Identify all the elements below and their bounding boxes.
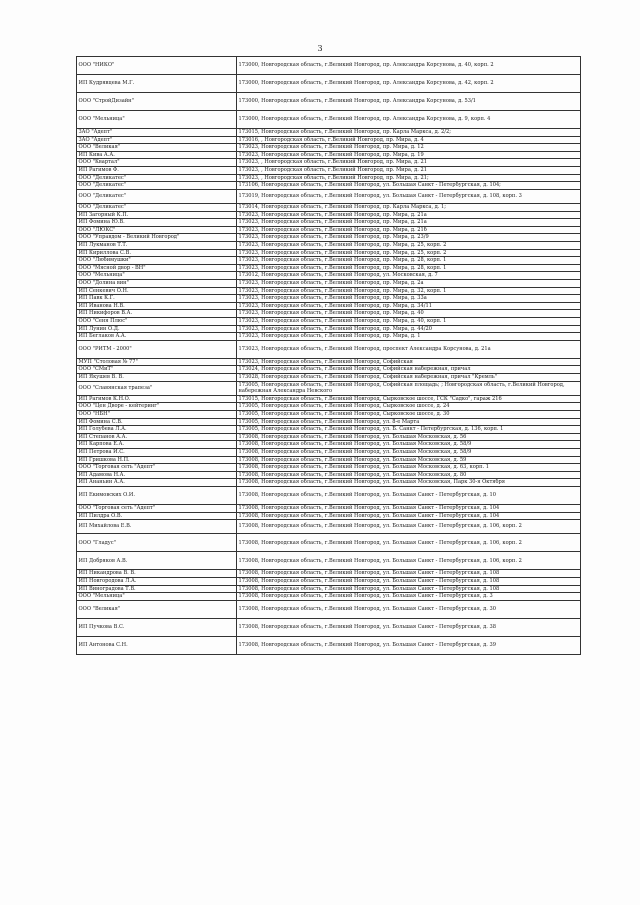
address-cell: 173023, Новгородская область, г.Великий Новгород, пр. Мира, д. 34/11: [237, 302, 581, 310]
table-row: [77, 174, 581, 182]
organization-name-cell: ООО "СМиТ": [77, 366, 237, 374]
address-cell: 173005, Новгородская область, г.Великий Новгород, Софийская площадь; ; Новгородская область, г.Великий Новгород, набережная Александра Невского: [237, 381, 581, 395]
organization-name-cell: ИП Гришкова Н.П.: [77, 456, 237, 464]
address-cell: 173008, Новгородская область, г.Великий Новгород, ул. Большая Московская, д. 58/9: [237, 441, 581, 449]
table-row: [77, 204, 581, 212]
organization-name-cell: ООО "Сеня Плюс": [77, 317, 237, 325]
table-row: [77, 381, 581, 395]
address-cell: 173023, Новгородская область, г.Великий Новгород, пр. Мира, д. 25, корп. 2: [237, 249, 581, 257]
organization-name-cell: ООО "Деликатес": [77, 174, 237, 182]
address-cell: 173023, Новгородская область, г.Великий Новгород, проспект Александра Корсунова, д. 21а: [237, 340, 581, 358]
address-cell: 173023, Новгородская область, г.Великий Новгород, пр. Мира, д. 33а: [237, 295, 581, 303]
organization-name-cell: ООО "Торговая сеть "Адепт": [77, 504, 237, 512]
table-row: [77, 479, 581, 487]
table-row: [77, 504, 581, 512]
address-cell: 173008, Новгородская область, г.Великий Новгород, ул. Большая Московская, д. 58/9: [237, 448, 581, 456]
address-cell: 173014, Новгородская область, г.Великий Новгород, пр. Карла Маркса, д. 1;: [237, 204, 581, 212]
address-cell: 173015, Новгородская область, г.Великий Новгород, Сырковское шоссе, ГСК "Садко", гараж 216: [237, 395, 581, 403]
organization-name-cell: ООО "НБН": [77, 411, 237, 419]
table-row: [77, 302, 581, 310]
organization-name-cell: МУП "Столовая № 77": [77, 358, 237, 366]
address-cell: 173008, Новгородская область, г.Великий Новгород, ул. Большая Санкт - Петербургская, д. 108: [237, 578, 581, 586]
organization-name-cell: ИП Добряков А.В.: [77, 552, 237, 570]
organization-name-cell: ИП Кириллова С.В.: [77, 249, 237, 257]
table-row: [77, 441, 581, 449]
organization-name-cell: ООО "Деликатес": [77, 204, 237, 212]
organization-name-cell: ООО "Деликатес": [77, 189, 237, 203]
address-cell: 173023, Новгородская область, г.Великий Новгород, пр. Мира, д. 44/20: [237, 325, 581, 333]
address-cell: 173023, Новгородская область, г.Великий Новгород, пр. Мира, д. 28, корп. 1: [237, 257, 581, 265]
table-row: [77, 310, 581, 318]
table-row: [77, 512, 581, 520]
table-row: [77, 600, 581, 618]
address-cell: 173005, Новгородская область, г.Великий Новгород, Сырковское шоссе, д. 24: [237, 403, 581, 411]
table-row: [77, 618, 581, 636]
address-cell: 173023, Новгородская область, г.Великий Новгород, пр. Мира, д. 12: [237, 144, 581, 152]
registry-table-body: [77, 57, 581, 655]
address-cell: 173000, Новгородская область, г.Великий Новгород, пр. Александра Корсунова, д. 40, корп. 2: [237, 57, 581, 75]
address-cell: 173023, Новгородская область, г.Великий Новгород, пр. Мира, д. 21б: [237, 226, 581, 234]
organization-name-cell: ИП Кива А.А.: [77, 151, 237, 159]
table-row: [77, 317, 581, 325]
organization-name-cell: ИП Михайлова Е.В.: [77, 520, 237, 534]
organization-name-cell: ИП Пилдра О.В.: [77, 512, 237, 520]
organization-name-cell: ИП Якушев В. В.: [77, 373, 237, 381]
table-row: [77, 456, 581, 464]
organization-name-cell: ООО "Деликатес": [77, 182, 237, 190]
table-row: [77, 129, 581, 137]
organization-name-cell: ИП Сенкевич О.Н.: [77, 287, 237, 295]
table-row: [77, 159, 581, 167]
organization-name-cell: ИП Никандрова В. В.: [77, 570, 237, 578]
address-cell: 173008, Новгородская область, г.Великий Новгород, ул. Большая Санкт - Петербургская, д. 106, корп. 2: [237, 534, 581, 552]
organization-name-cell: ИП Виноградова Т.В.: [77, 585, 237, 593]
table-row: [77, 433, 581, 441]
page-number: 3: [317, 44, 323, 53]
table-row: [77, 373, 581, 381]
address-cell: 173023, Новгородская область, г.Великий Новгород, Софийская: [237, 358, 581, 366]
table-row: [77, 257, 581, 265]
table-row: [77, 57, 581, 75]
address-cell: 173008, Новгородская область, г.Великий Новгород, ул. Большая Санкт - Петербургская, д. 38: [237, 618, 581, 636]
organization-name-cell: ИП Адамова Н.А.: [77, 471, 237, 479]
address-cell: 173016, , Новгородская область, г.Великий Новгород, пр. Мира, д. 4: [237, 136, 581, 144]
address-cell: 173023, Новгородская область, г.Великий Новгород, пр. Мира, д. 1: [237, 333, 581, 341]
table-row: [77, 471, 581, 479]
address-cell: 173019, Новгородская область, г.Великий Новгород, ул. Большая Санкт - Петербургская, д. 108, корп. 3: [237, 189, 581, 203]
table-row: [77, 593, 581, 601]
table-row: [77, 534, 581, 552]
organization-name-cell: ИП Новгородова Л.А.: [77, 578, 237, 586]
address-cell: 173023, Новгородская область, г.Великий Новгород, пр. Мира, д. 28, корп. 1: [237, 264, 581, 272]
address-cell: 173008, Новгородская область, г.Великий Новгород, ул. Большая Санкт - Петербургская, д. 106, корп. 2: [237, 520, 581, 534]
address-cell: 173005, Новгородская область, г.Великий Новгород, ул. 8-е Марта: [237, 418, 581, 426]
table-row: [77, 418, 581, 426]
address-cell: 173023, , Новгородская область, г.Великий Новгород, пр. Мира, д. 21: [237, 166, 581, 174]
table-row: [77, 325, 581, 333]
table-row: [77, 287, 581, 295]
address-cell: 173023, Новгородская область, г.Великий Новгород, пр. Мира, д. 23/9: [237, 234, 581, 242]
table-row: [77, 520, 581, 534]
organization-name-cell: ООО "Великая": [77, 600, 237, 618]
organization-name-cell: ООО "СтройДизайн": [77, 93, 237, 111]
organization-name-cell: ИП Степанов А.А.: [77, 433, 237, 441]
address-cell: 173106, Новгородская область, г.Великий Новгород, ул. Большая Санкт - Петербургская, д. 104;: [237, 182, 581, 190]
table-row: [77, 464, 581, 472]
table-row: [77, 234, 581, 242]
organization-name-cell: ИП Лунин О.Д.: [77, 325, 237, 333]
organization-name-cell: ООО "ЛЮКС": [77, 226, 237, 234]
table-row: [77, 578, 581, 586]
address-cell: 173024, Новгородская область, г.Великий Новгород, Софийская набережная, причал: [237, 366, 581, 374]
table-row: [77, 264, 581, 272]
address-cell: 173023, Новгородская область, г.Великий Новгород, пр. Мира, д. 25, корп. 2: [237, 242, 581, 250]
organization-name-cell: ИП Иванова Н.В.: [77, 302, 237, 310]
table-row: [77, 249, 581, 257]
address-cell: 173000, Новгородская область, г.Великий Новгород, пр. Александра Корсунова, д. 42, корп. 2: [237, 75, 581, 93]
table-row: [77, 144, 581, 152]
address-cell: 173023, Новгородская область, г.Великий Новгород, пр. Мира, д. 21а: [237, 211, 581, 219]
table-row: [77, 279, 581, 287]
table-row: [77, 226, 581, 234]
address-cell: 173000, Новгородская область, г.Великий Новгород, пр. Александра Корсунова, д. 9, корп. 4: [237, 111, 581, 129]
organization-name-cell: ИП Лукманов Т.Т.: [77, 242, 237, 250]
address-cell: 173023, Новгородская область, г.Великий Новгород, пр. Мира, д. 40, корп. 1: [237, 317, 581, 325]
address-cell: 173023, Новгородская область, г.Великий Новгород, пр. Мира, д. 2а: [237, 279, 581, 287]
table-row: [77, 426, 581, 434]
organization-name-cell: ИП Загорный К.П.: [77, 211, 237, 219]
organization-name-cell: ИП Голубева Л.А.: [77, 426, 237, 434]
organization-name-cell: ООО "Гладус": [77, 534, 237, 552]
organization-name-cell: ООО "Мельница": [77, 593, 237, 601]
table-row: [77, 166, 581, 174]
table-row: [77, 242, 581, 250]
address-cell: 173008, Новгородская область, г.Великий Новгород, ул. Большая Санкт - Петербургская, д. 108: [237, 570, 581, 578]
organization-name-cell: ООО "Торговая сеть "Адепт": [77, 464, 237, 472]
organization-name-cell: ИП Никифоров В.А.: [77, 310, 237, 318]
table-row: [77, 395, 581, 403]
table-row: [77, 366, 581, 374]
table-row: [77, 486, 581, 504]
address-cell: 173008, Новгородская область, г.Великий Новгород, ул. Большая Московская, д. 63, корп. 1: [237, 464, 581, 472]
table-row: [77, 272, 581, 280]
table-row: [77, 340, 581, 358]
organization-name-cell: ООО "Мельница": [77, 272, 237, 280]
organization-name-cell: ИП Беглаков А.А.: [77, 333, 237, 341]
organization-name-cell: ООО "Долина вин": [77, 279, 237, 287]
organization-name-cell: ИП Пучкова В.С.: [77, 618, 237, 636]
table-row: [77, 93, 581, 111]
organization-name-cell: ООО "РИТМ - 2000": [77, 340, 237, 358]
table-row: [77, 448, 581, 456]
address-cell: 173023, , Новгородская область, г.Великий Новгород, пр. Мира, д. 21: [237, 159, 581, 167]
organization-name-cell: ООО "Квартал": [77, 159, 237, 167]
organization-name-cell: ИП Карпова Е.А.: [77, 441, 237, 449]
table-row: [77, 411, 581, 419]
organization-name-cell: ООО "Любимушки": [77, 257, 237, 265]
address-cell: 173023, Новгородская область, г.Великий Новгород, пр. Мира, д. 32, корп. 1: [237, 287, 581, 295]
table-row: [77, 111, 581, 129]
table-row: [77, 75, 581, 93]
address-cell: 173012, Новгородская область, г.Великий Новгород, ул. Московская, д. 7: [237, 272, 581, 280]
organization-name-cell: ЗАО "Адепт": [77, 136, 237, 144]
organization-name-cell: ИП Павк К.Г.: [77, 295, 237, 303]
organization-name-cell: ООО "Цен Дворе - кейтеринг": [77, 403, 237, 411]
organization-name-cell: ИП Ананьин А.А.: [77, 479, 237, 487]
table-row: [77, 358, 581, 366]
address-cell: 173015, Новгородская область, г.Великий Новгород, пр. Карла Маркса, д. 2/2;: [237, 129, 581, 137]
address-cell: 173008, Новгородская область, г.Великий Новгород, ул. Большая Санкт - Петербургская, д. 39: [237, 636, 581, 654]
address-cell: 173028, Новгородская область, г.Великий Новгород, Софийская набережная, причал "Кремль": [237, 373, 581, 381]
table-row: [77, 182, 581, 190]
table-row: [77, 570, 581, 578]
organization-name-cell: ЗАО "Адепт": [77, 129, 237, 137]
address-cell: 173008, Новгородская область, г.Великий Новгород, ул. Большая Московская, д. 59: [237, 456, 581, 464]
organization-name-cell: ИП Екимовских О.И.: [77, 486, 237, 504]
address-cell: 173008, Новгородская область, г.Великий Новгород, ул. Большая Санкт - Петербургская, д. 104: [237, 512, 581, 520]
organization-name-cell: ИП Петрова И.С.: [77, 448, 237, 456]
organization-name-cell: ООО "Славянская трапеза": [77, 381, 237, 395]
address-cell: 173008, Новгородская область, г.Великий Новгород, ул. Большая Санкт - Петербургская, д. 30: [237, 600, 581, 618]
address-cell: 173008, Новгородская область, г.Великий Новгород, ул. Большая Санкт - Петербургская, д. 104: [237, 504, 581, 512]
organization-name-cell: ООО "Мясной двор - ВН": [77, 264, 237, 272]
organization-name-cell: ИП Фомина Ю.В.: [77, 219, 237, 227]
address-cell: 173008, Новгородская область, г.Великий Новгород, ул. Большая Московская, д. 56: [237, 433, 581, 441]
address-cell: 173000, Новгородская область, г.Великий Новгород, пр. Александра Корсунова, д. 53/1: [237, 93, 581, 111]
table-row: [77, 552, 581, 570]
table-row: [77, 211, 581, 219]
organization-name-cell: ИП Фомина С.В.: [77, 418, 237, 426]
table-row: [77, 403, 581, 411]
address-cell: 173023, Новгородская область, г.Великий Новгород, пр. Мира, д. 40: [237, 310, 581, 318]
table-row: [77, 333, 581, 341]
organization-name-cell: ИП Кудрявцева М.Г.: [77, 75, 237, 93]
table-row: [77, 136, 581, 144]
organization-name-cell: ИП Рагимов К.Н.О.: [77, 395, 237, 403]
organization-name-cell: ИП Антонова С.Н.: [77, 636, 237, 654]
address-cell: 173023, Новгородская область, г.Великий Новгород, пр. Мира, д. 21а: [237, 219, 581, 227]
table-row: [77, 189, 581, 203]
address-cell: 173023, Новгородская область, г.Великий Новгород, пр. Мира, д. 19: [237, 151, 581, 159]
organization-name-cell: ООО "Мельница": [77, 111, 237, 129]
registry-table: [76, 56, 581, 655]
organization-name-cell: ООО "Управдом - Великий Новгород": [77, 234, 237, 242]
table-row: [77, 636, 581, 654]
address-cell: 173008, Новгородская область, г.Великий Новгород, ул. Большая Санкт - Петербургская, д. 106, корп. 2: [237, 552, 581, 570]
address-cell: 173008, Новгородская область, г.Великий Новгород, ул. Большая Московская, д. 80: [237, 471, 581, 479]
table-row: [77, 295, 581, 303]
address-cell: 173008, Новгородская область, г.Великий Новгород, ул. Большая Московская, Парк 30-я Октября: [237, 479, 581, 487]
address-cell: 173008, Новгородская область, г.Великий Новгород, ул. Большая Санкт - Петербургская, д. 108: [237, 585, 581, 593]
address-cell: 173008, Новгородская область, г.Великий Новгород, ул. Большая Санкт - Петербургская, д. 3: [237, 593, 581, 601]
address-cell: 173023, , Новгородская область, г.Великий Новгород, пр. Мира, д. 21;: [237, 174, 581, 182]
organization-name-cell: ИП Рагимов Ф.: [77, 166, 237, 174]
table-row: [77, 219, 581, 227]
address-cell: 173005, Новгородская область, г.Великий Новгород, Сырковское шоссе, д. 30: [237, 411, 581, 419]
address-cell: 173005, Новгородская область, г.Великий Новгород, ул. Б. Санкт - Петербургская, д. 136, корп. 1: [237, 426, 581, 434]
organization-name-cell: ООО "Великая": [77, 144, 237, 152]
organization-name-cell: ООО "НИКО": [77, 57, 237, 75]
table-row: [77, 585, 581, 593]
address-cell: 173008, Новгородская область, г.Великий Новгород, ул. Большая Санкт - Петербургская, д. 10: [237, 486, 581, 504]
table-row: [77, 151, 581, 159]
